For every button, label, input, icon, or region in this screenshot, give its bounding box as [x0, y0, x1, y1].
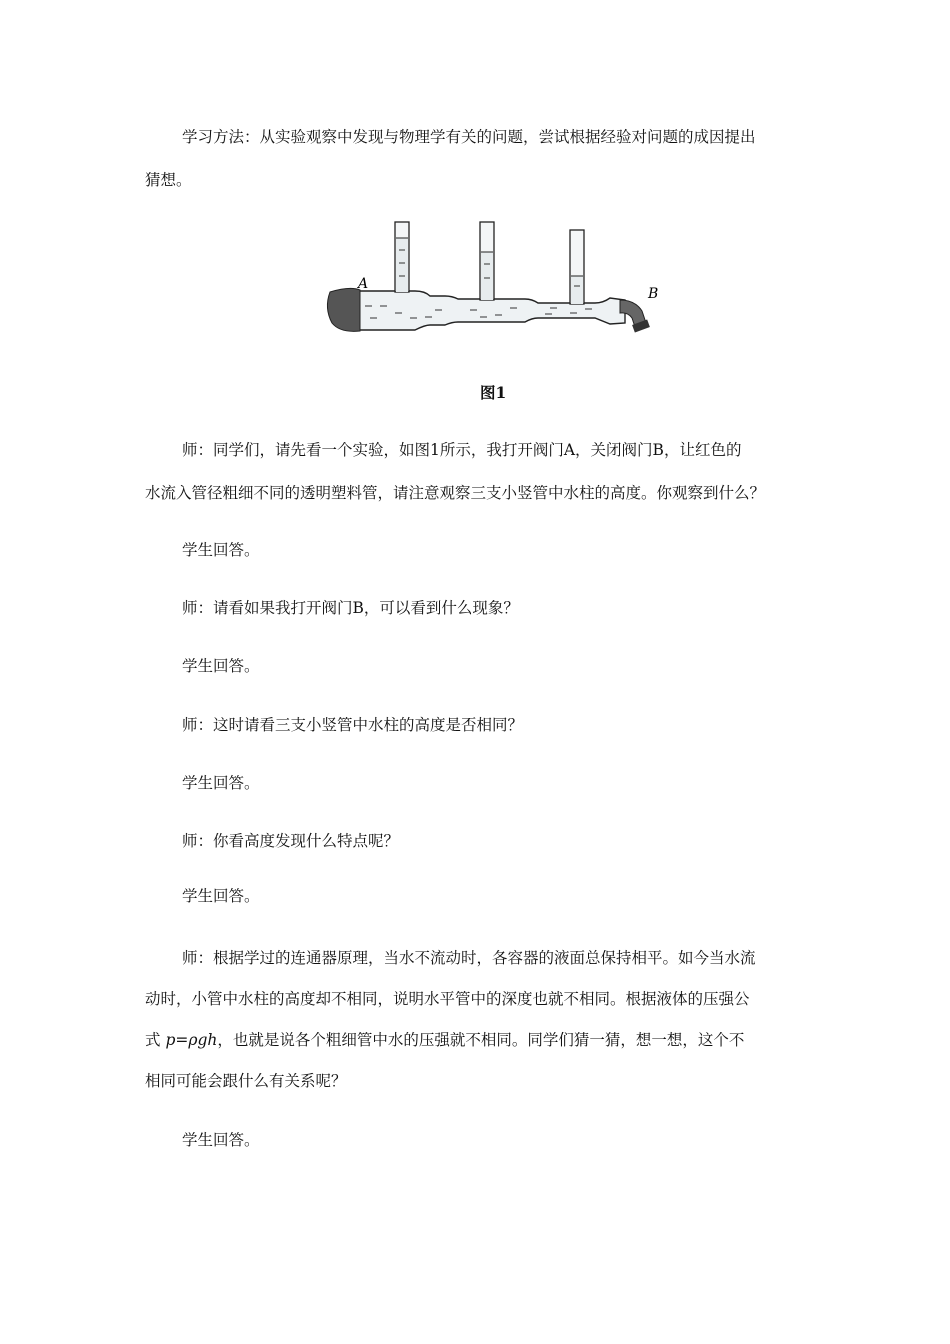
teacher-1-line-1: 师：同学们，请先看一个实验，如图1所示，我打开阀门A，关闭阀门B，让红色的: [182, 441, 742, 459]
figure-caption: 图1: [480, 383, 507, 402]
teacher-5-line-2: 动时，小管中水柱的高度却不相同，说明水平管中的深度也就不相同。根据液体的压强公: [145, 990, 750, 1008]
teacher-2: 师：请看如果我打开阀门B，可以看到什么现象？: [182, 599, 519, 617]
teacher-5-line-1: 师：根据学过的连通器原理，当水不流动时，各容器的液面总保持相平。如今当水流: [182, 949, 756, 967]
student-answer-5: 学生回答。: [182, 1131, 260, 1149]
label-a: A: [358, 276, 369, 292]
student-answer-1: 学生回答。: [182, 541, 260, 559]
teacher-1-line-2: 水流入管径粗细不同的透明塑料管，请注意观察三支小竖管中水柱的高度。你观察到什么？: [145, 484, 766, 502]
pressure-formula: p=ρgh: [165, 1031, 218, 1049]
figure-pipe-diagram: [320, 218, 665, 338]
label-b: B: [648, 286, 659, 302]
student-answer-2: 学生回答。: [182, 657, 260, 675]
teacher-5-line-4: 相同可能会跟什么有关系呢？: [145, 1072, 347, 1090]
teacher-5-line-3-prefix: 式: [145, 1031, 166, 1049]
method-line-2: 猜想。: [145, 171, 192, 189]
teacher-3: 师：这时请看三支小竖管中水柱的高度是否相同？: [182, 716, 524, 734]
method-line-1: 学习方法：从实验观察中发现与物理学有关的问题，尝试根据经验对问题的成因提出: [182, 128, 756, 146]
student-answer-4: 学生回答。: [182, 887, 260, 905]
teacher-4: 师：你看高度发现什么特点呢？: [182, 832, 400, 850]
student-answer-3: 学生回答。: [182, 774, 260, 792]
teacher-5-line-3: [145, 1030, 744, 1050]
valve-a: [327, 288, 360, 331]
teacher-5-line-3-suffix: ，也就是说各个粗细管中水的压强就不相同。同学们猜一猜，想一想，这个不: [217, 1031, 745, 1049]
